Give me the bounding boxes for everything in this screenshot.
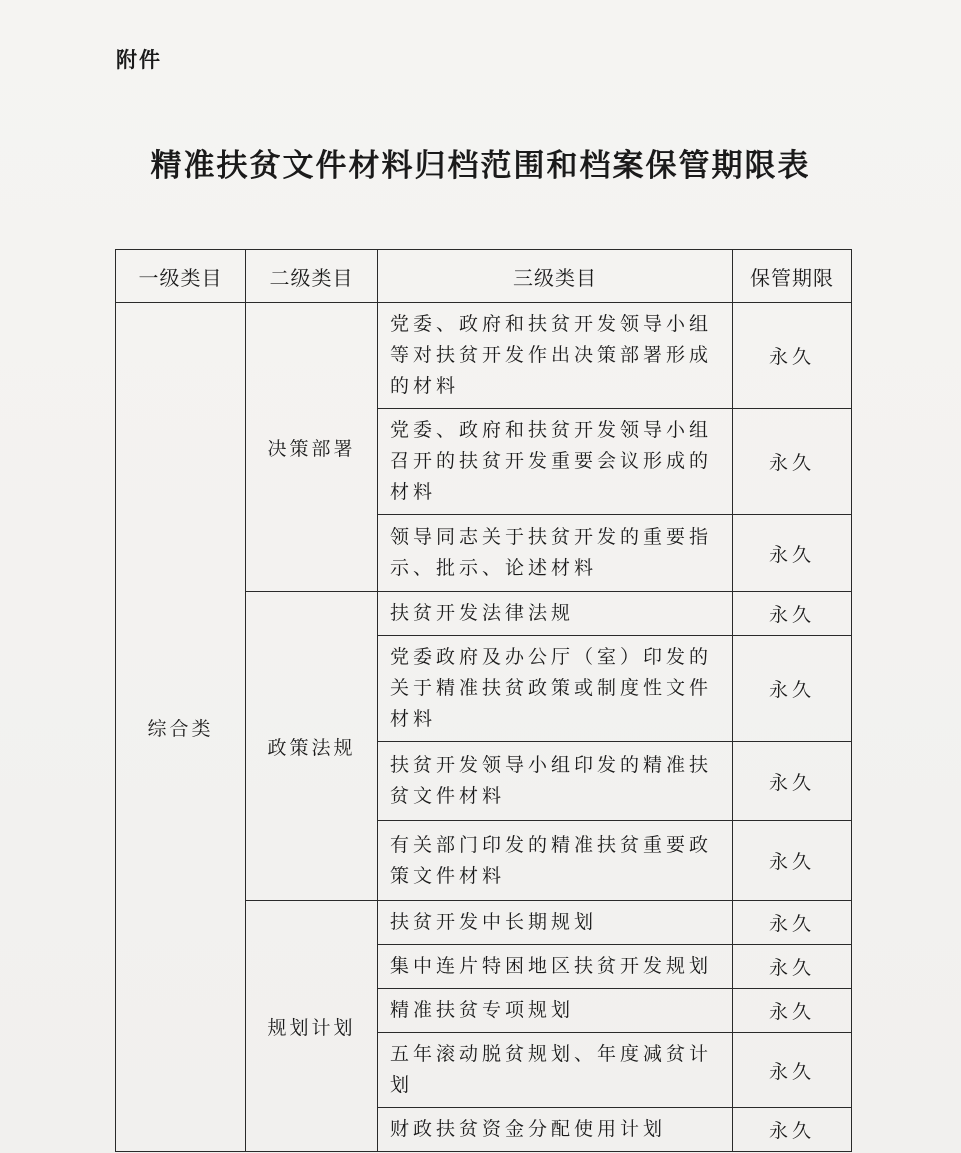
header-retention-period: 保管期限 [733, 250, 852, 303]
level3-item: 扶贫开发中长期规划 [378, 901, 733, 945]
level2-category: 规划计划 [246, 901, 378, 1152]
level3-item: 党委、政府和扶贫开发领导小组等对扶贫开发作出决策部署形成的材料 [378, 303, 733, 409]
header-level3: 三级类目 [378, 250, 733, 303]
level3-item: 有关部门印发的精准扶贫重要政策文件材料 [378, 821, 733, 901]
level3-item: 财政扶贫资金分配使用计划 [378, 1108, 733, 1152]
level2-category: 政策法规 [246, 592, 378, 901]
level1-category: 综合类 [116, 303, 246, 1152]
retention-period: 永久 [733, 515, 852, 592]
attachment-label: 附件 [116, 48, 162, 72]
header-level2: 二级类目 [246, 250, 378, 303]
retention-period: 永久 [733, 821, 852, 901]
level3-item: 扶贫开发法律法规 [378, 592, 733, 636]
retention-period: 永久 [733, 945, 852, 989]
retention-period: 永久 [733, 1108, 852, 1152]
retention-period: 永久 [733, 636, 852, 742]
retention-period: 永久 [733, 303, 852, 409]
retention-period: 永久 [733, 742, 852, 821]
document-title: 精准扶贫文件材料归档范围和档案保管期限表 [150, 148, 811, 184]
level3-item: 集中连片特困地区扶贫开发规划 [378, 945, 733, 989]
level3-item: 五年滚动脱贫规划、年度减贫计划 [378, 1033, 733, 1108]
table-row [116, 303, 852, 409]
retention-period: 永久 [733, 989, 852, 1033]
level3-item: 党委政府及办公厅（室）印发的关于精准扶贫政策或制度性文件材料 [378, 636, 733, 742]
level3-item: 党委、政府和扶贫开发领导小组召开的扶贫开发重要会议形成的材料 [378, 409, 733, 515]
level2-category: 决策部署 [246, 303, 378, 592]
archive-retention-table [115, 249, 852, 1152]
retention-period: 永久 [733, 592, 852, 636]
table-header-row [116, 250, 852, 303]
retention-period: 永久 [733, 409, 852, 515]
header-level1: 一级类目 [116, 250, 246, 303]
level3-item: 精准扶贫专项规划 [378, 989, 733, 1033]
retention-period: 永久 [733, 901, 852, 945]
retention-period: 永久 [733, 1033, 852, 1108]
level3-item: 扶贫开发领导小组印发的精准扶贫文件材料 [378, 742, 733, 821]
level3-item: 领导同志关于扶贫开发的重要指示、批示、论述材料 [378, 515, 733, 592]
